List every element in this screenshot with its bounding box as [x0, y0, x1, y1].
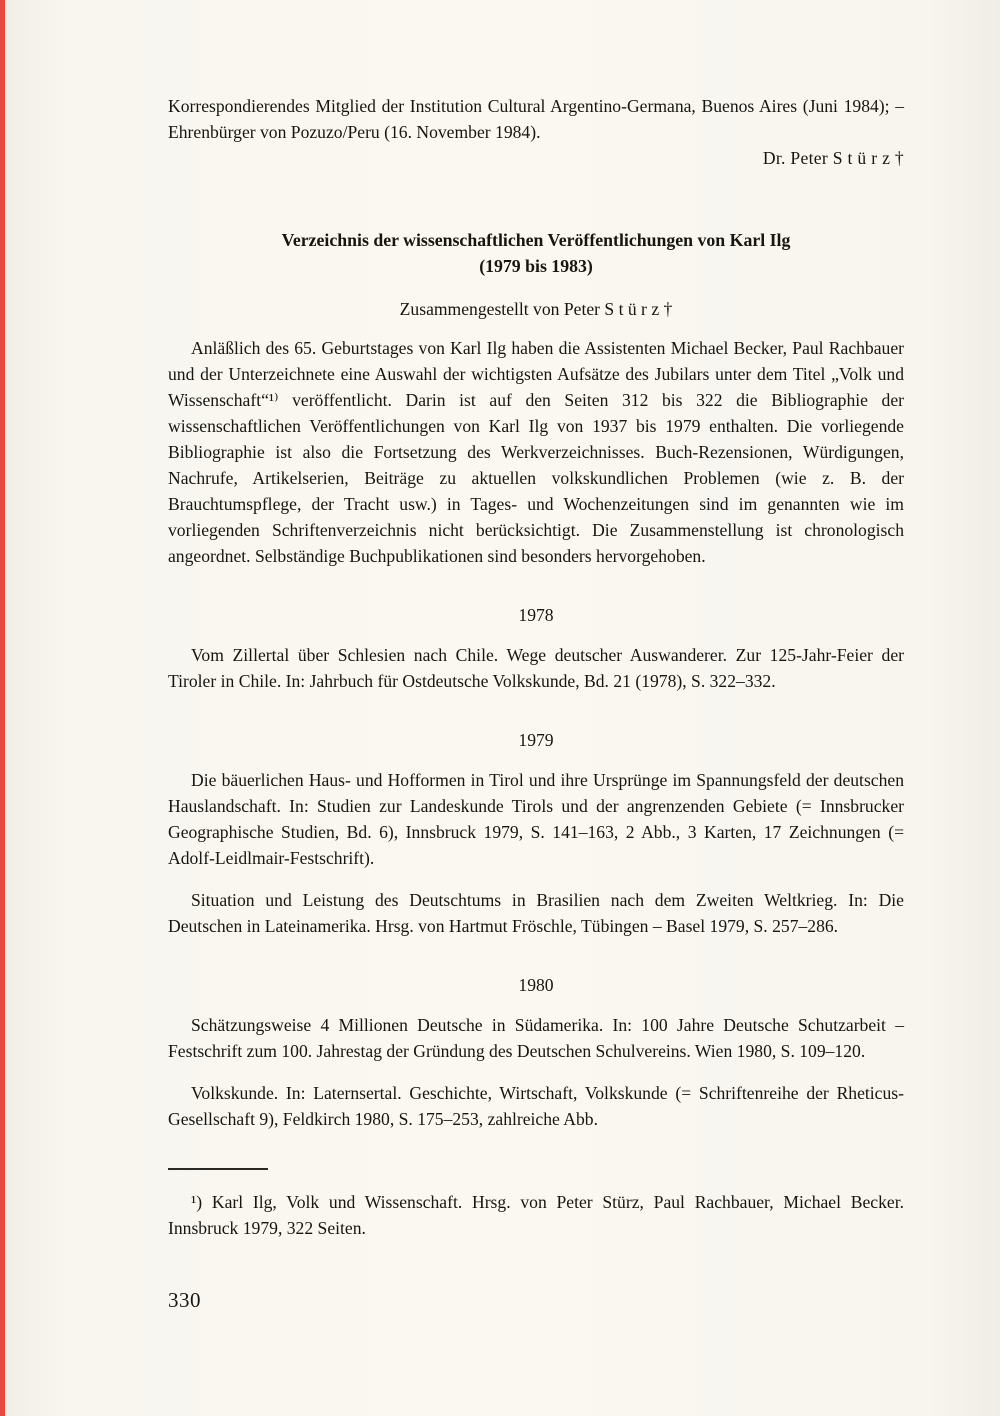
- footnote-area: [168, 1168, 904, 1241]
- author-signature: Dr. Peter S t ü r z †: [762, 148, 904, 168]
- footnote-divider: [168, 1168, 268, 1170]
- footnote-text: ¹) Karl Ilg, Volk und Wissenschaft. Hrsg. von Peter Stürz, Paul Rachbauer, Michael Becker. Innsbruck 1979, 322 Seiten.: [168, 1192, 904, 1238]
- text-block: [168, 0, 904, 1313]
- page-number: 330: [168, 1288, 201, 1312]
- bibliography-entry: Situation und Leistung des Deutschtums in Brasilien nach dem Zweiten Weltkrieg. In: Die Deutschen in Lateinamerika. Hrsg. von Hartmut Fröschle, Tübingen – Basel 1979, S. 257–286.: [168, 890, 904, 936]
- bibliography-entry: Schätzungsweise 4 Millionen Deutsche in Südamerika. In: 100 Jahre Deutsche Schutzarbeit – Festschrift zum 100. Jahrestag der Gründung des Deutschen Schulvereins. Wien 1980, S. 109–120.: [168, 1015, 904, 1061]
- article-title-line1: Verzeichnis der wissenschaftlichen Veröffentlichungen von Karl Ilg: [281, 230, 791, 250]
- bibliography-entry: Vom Zillertal über Schlesien nach Chile. Wege deutscher Auswanderer. Zur 125-Jahr-Feier der Tiroler in Chile. In: Jahrbuch für Ostdeutsche Volkskunde, Bd. 21 (1978), S. 322–332.: [168, 645, 904, 691]
- year-heading-1980: 1980: [518, 975, 554, 995]
- year-heading-1978: 1978: [518, 605, 554, 625]
- introduction-paragraph: Anläßlich des 65. Geburtstages von Karl Ilg haben die Assistenten Michael Becker, Paul Rachbauer und der Unterzeichnete eine Auswahl der wichtigsten Aufsätze des Jubilars unter dem Titel „Volk und Wissenschaft“¹⁾ veröffentlicht. Darin ist auf den Seiten 312 bis 322 die Bibliographie der wissenschaftlichen Veröffentlichungen von Karl Ilg von 1937 bis 1979 enthalten. Die vorliegende Bibliographie ist also die Fortsetzung des Werkverzeichnisses. Buch-Rezensionen, Würdigungen, Nachrufe, Artikelserien, Beiträge zu aktuellen volkskundlichen Problemen (wie z. B. der Brauchtumspflege, der Tracht usw.) in Tages- und Wochenzeitungen sind im genannten wie im vorliegenden Schriftenverzeichnis nicht berücksichtigt. Die Zusammenstellung ist chronologisch angeordnet. Selbständige Buchpublikationen sind besonders hervorgehoben.: [168, 338, 904, 566]
- year-heading-1979: 1979: [518, 730, 554, 750]
- compiler-byline: Zusammengestellt von Peter S t ü r z †: [399, 299, 673, 319]
- article-title: [168, 227, 904, 279]
- membership-paragraph: Korrespondierendes Mitglied der Institution Cultural Argentino-Germana, Buenos Aires (Juni 1984); – Ehrenbürger von Pozuzo/Peru (16. November 1984).: [168, 96, 904, 142]
- bibliography-entry: Die bäuerlichen Haus- und Hofformen in Tirol und ihre Ursprünge im Spannungsfeld der deutschen Hauslandschaft. In: Studien zur Landeskunde Tirols und der angrenzenden Gebiete (= Innsbrucker Geographische Studien, Bd. 6), Innsbruck 1979, S. 141–163, 2 Abb., 3 Karten, 17 Zeichnungen (= Adolf-Leidlmair-Festschrift).: [168, 770, 904, 868]
- article-title-line2: (1979 bis 1983): [479, 256, 593, 276]
- scan-edge-artifact: [0, 0, 5, 1416]
- bibliography-entry: Volkskunde. In: Laternsertal. Geschichte, Wirtschaft, Volkskunde (= Schriftenreihe der Rheticus-Gesellschaft 9), Feldkirch 1980, S. 175–253, zahlreiche Abb.: [168, 1083, 904, 1129]
